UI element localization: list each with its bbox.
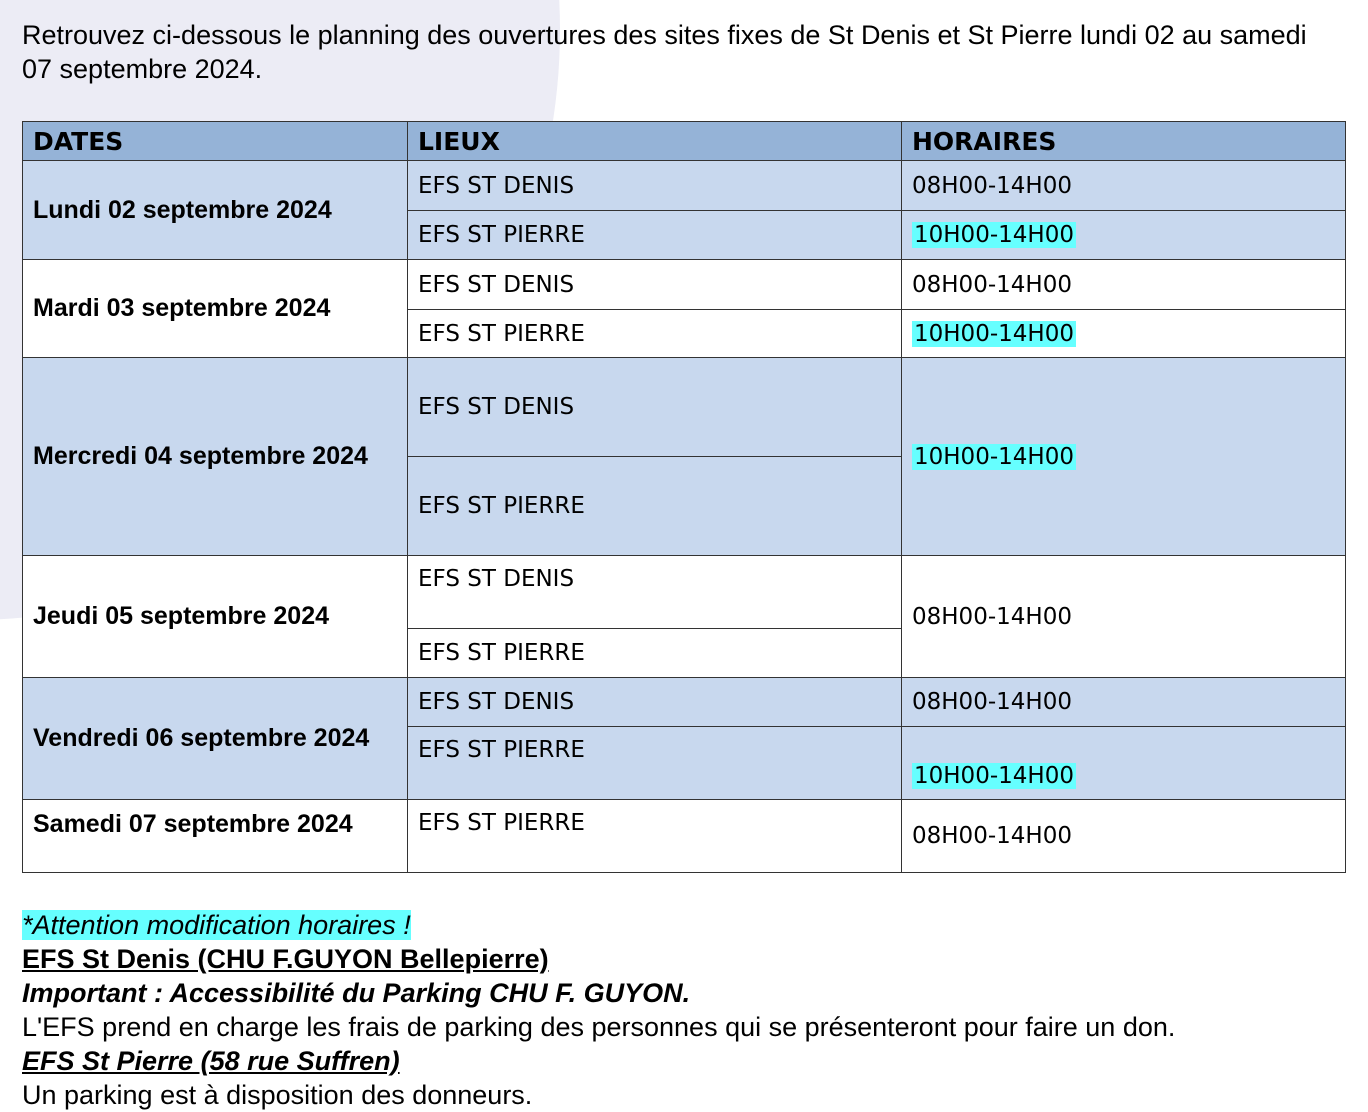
hours-cell: 08H00-14H00 — [902, 260, 1346, 310]
place-cell: EFS ST DENIS — [408, 161, 902, 211]
date-cell: Samedi 07 septembre 2024 — [23, 800, 408, 873]
highlighted-hours: 10H00-14H00 — [914, 443, 1074, 470]
hours-cell: 08H00-14H00 — [902, 556, 1346, 678]
table-row — [23, 260, 1346, 310]
place-cell: EFS ST DENIS — [408, 358, 902, 457]
important-note: Important : Accessibilité du Parking CHU F. GUYON. — [22, 978, 691, 1008]
st-pierre-title: EFS St Pierre (58 rue Suffren) — [22, 1046, 400, 1076]
highlighted-hours: 10H00-14H00 — [914, 320, 1074, 347]
st-denis-text: L'EFS prend en charge les frais de parking des personnes qui se présenteront pour faire un don. — [22, 1012, 1176, 1042]
date-cell: Lundi 02 septembre 2024 — [23, 161, 408, 260]
table-row — [23, 678, 1346, 727]
header-dates: DATES — [23, 122, 408, 161]
date-cell: Mardi 03 septembre 2024 — [23, 260, 408, 358]
place-cell: EFS ST PIERRE — [408, 629, 902, 678]
planning-table — [22, 121, 1346, 873]
table-row — [23, 161, 1346, 211]
hours-cell — [902, 358, 1346, 556]
date-cell: Vendredi 06 septembre 2024 — [23, 678, 408, 800]
highlighted-hours: 10H00-14H00 — [914, 763, 1074, 789]
hours-cell — [902, 211, 1346, 260]
table-header-row — [23, 122, 1346, 161]
date-cell: Mercredi 04 septembre 2024 — [23, 358, 408, 556]
place-cell: EFS ST DENIS — [408, 678, 902, 727]
place-cell: EFS ST PIERRE — [408, 457, 902, 556]
highlighted-hours: 10H00-14H00 — [914, 222, 1074, 248]
hours-cell: 08H00-14H00 — [902, 678, 1346, 727]
place-cell: EFS ST DENIS — [408, 260, 902, 310]
table-row — [23, 800, 1346, 873]
place-cell: EFS ST PIERRE — [408, 727, 902, 800]
st-denis-title: EFS St Denis (CHU F.GUYON Bellepierre) — [22, 944, 549, 974]
header-lieux: LIEUX — [408, 122, 902, 161]
hours-cell: 08H00-14H00 — [902, 161, 1346, 211]
intro-text: Retrouvez ci-dessous le planning des ouvertures des sites fixes de St Denis et St Pierre lundi 02 au samedi 07 septembre 2024. — [22, 20, 1307, 84]
hours-cell: 08H00-14H00 — [902, 800, 1346, 873]
table-row — [23, 358, 1346, 457]
place-cell: EFS ST DENIS — [408, 556, 902, 629]
place-cell: EFS ST PIERRE — [408, 310, 902, 358]
st-pierre-text: Un parking est à disposition des donneurs. — [22, 1080, 533, 1110]
header-horaires: HORAIRES — [902, 122, 1346, 161]
place-cell: EFS ST PIERRE — [408, 211, 902, 260]
hours-cell — [902, 727, 1346, 800]
date-cell: Jeudi 05 septembre 2024 — [23, 556, 408, 678]
place-cell: EFS ST PIERRE — [408, 800, 902, 873]
table-row — [23, 556, 1346, 629]
hours-cell — [902, 310, 1346, 358]
attention-note: *Attention modification horaires ! — [22, 910, 411, 940]
notes-section — [22, 908, 1342, 1112]
